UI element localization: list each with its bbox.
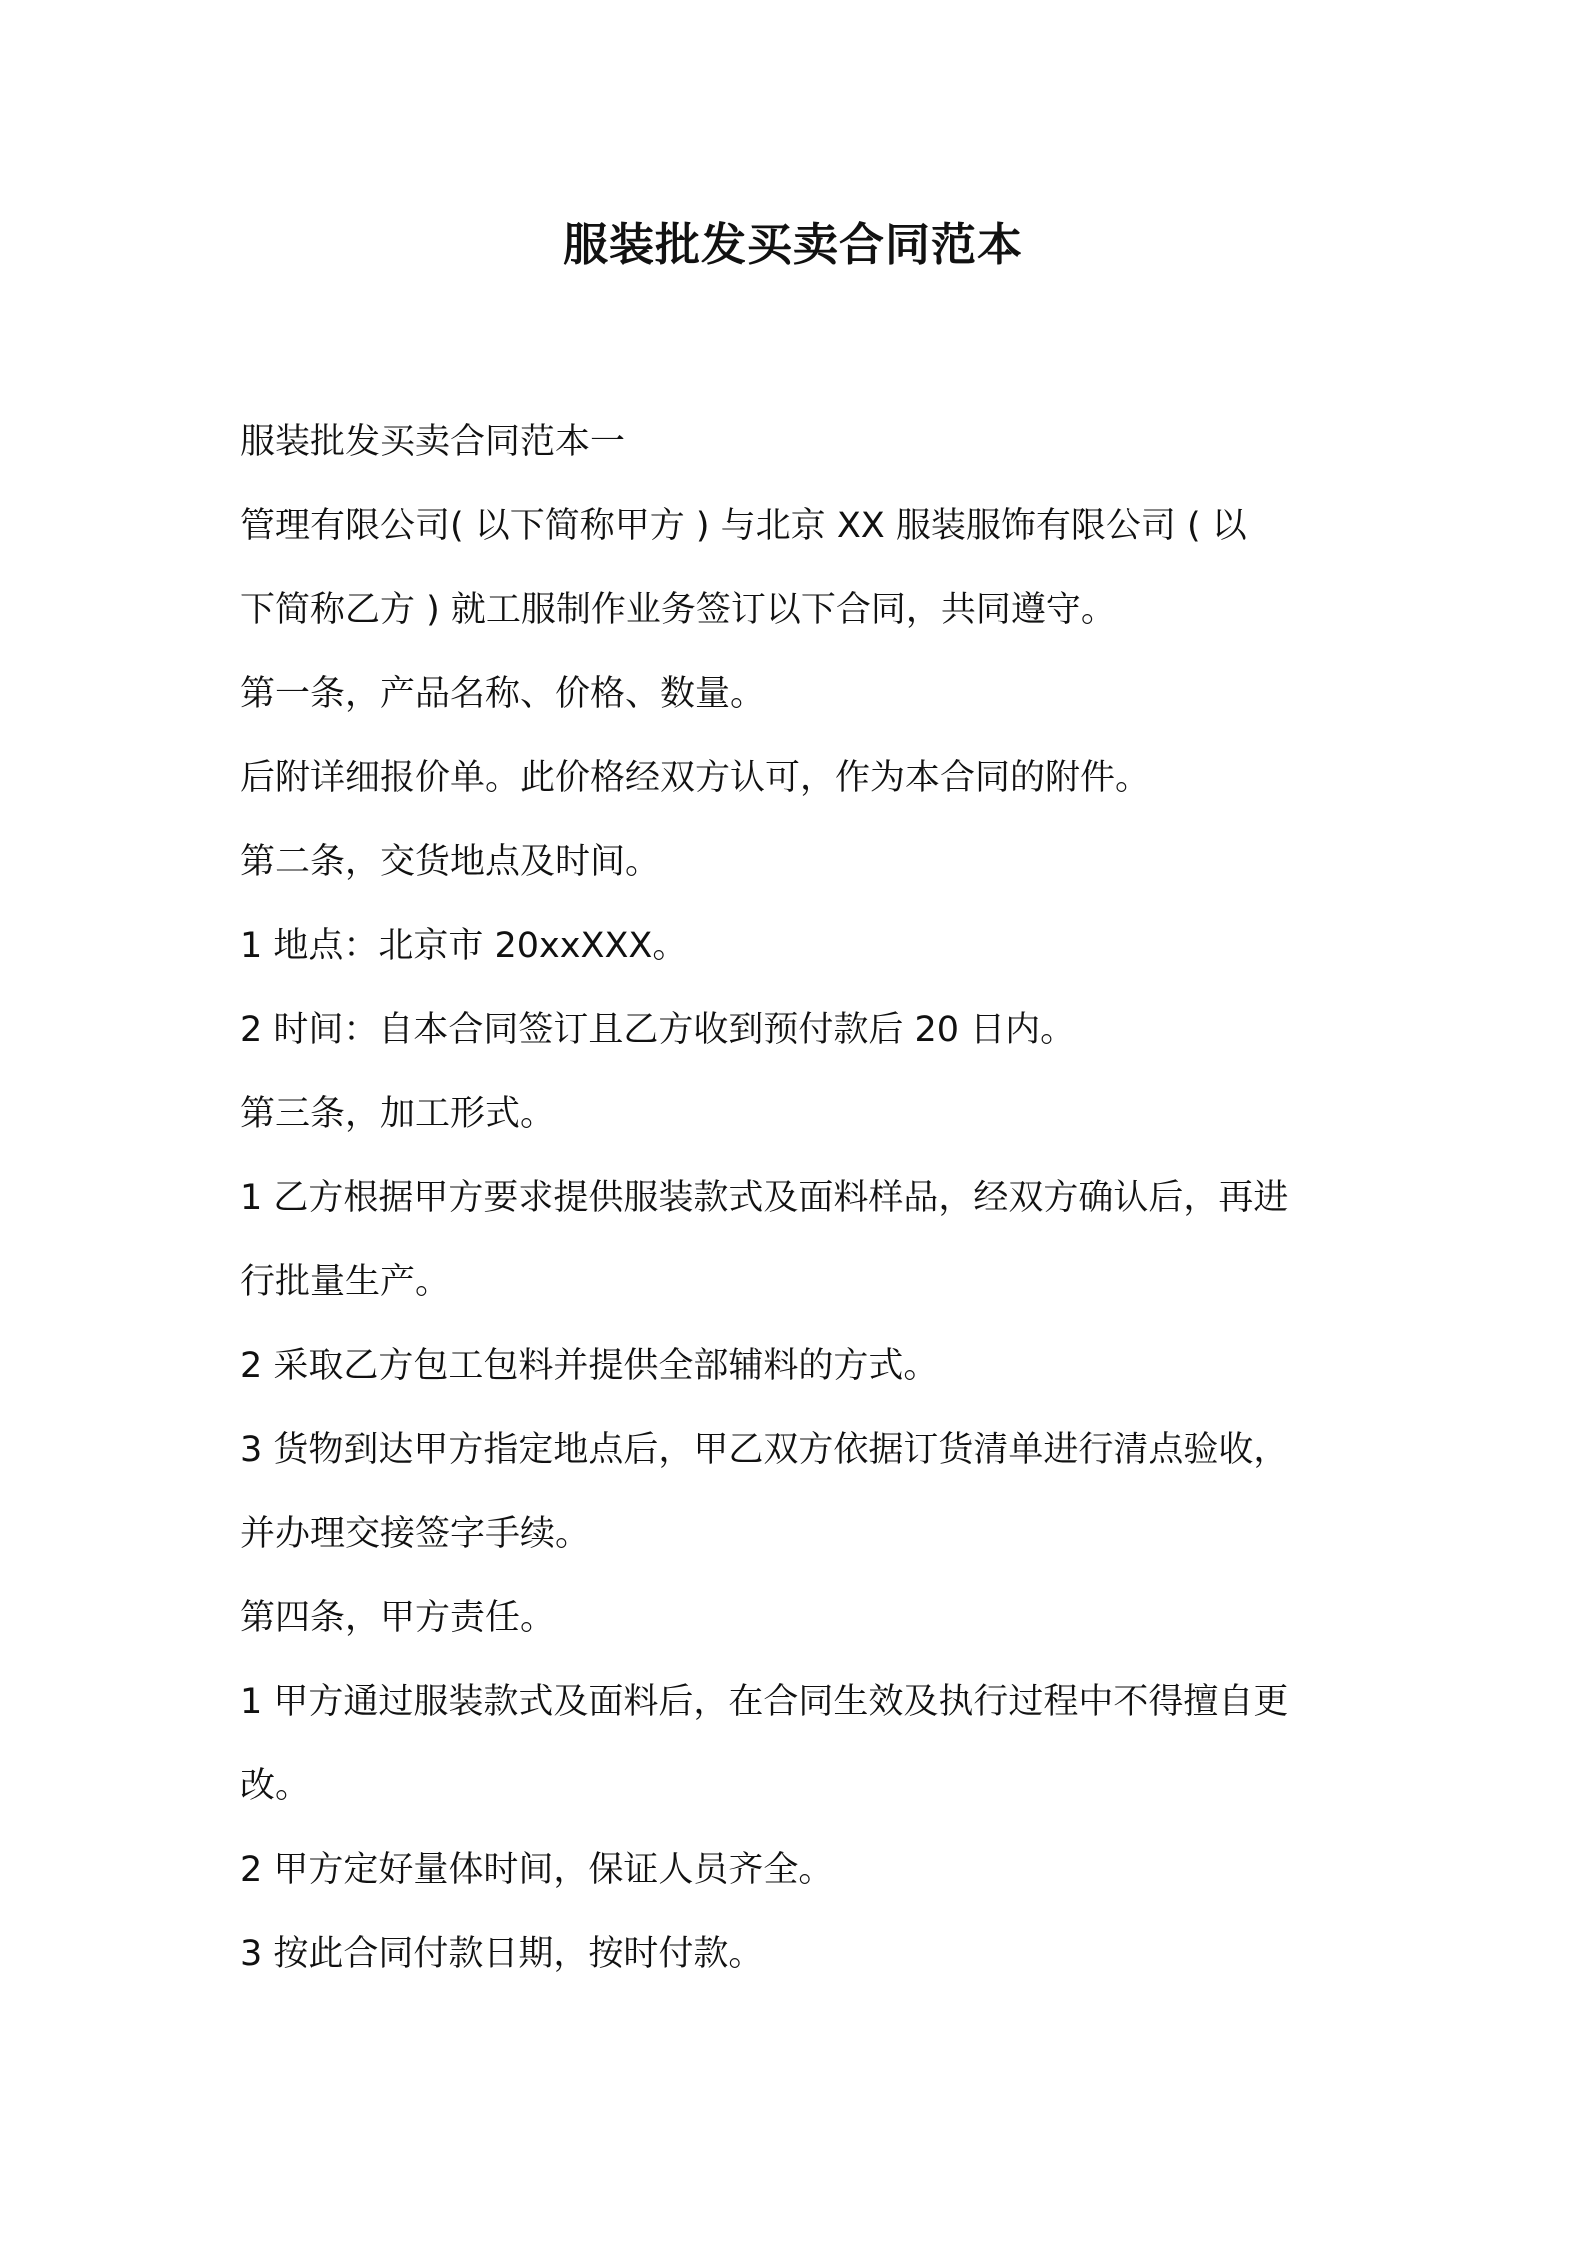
document-body	[240, 400, 1360, 1996]
paragraph-line: 行批量生产。	[240, 1262, 451, 1302]
contract-subtitle: 服装批发买卖合同范本一	[240, 422, 626, 462]
paragraph-line: 管理有限公司( 以下简称甲方 ) 与北京 XX 服装服饰有限公司 ( 以	[240, 506, 1247, 546]
paragraph-line: 改。	[240, 1766, 311, 1806]
list-item: 3 按此合同付款日期，按时付款。	[240, 1934, 764, 1974]
list-item: 2 时间：自本合同签订且乙方收到预付款后 20 日内。	[240, 1010, 1076, 1050]
list-item: 2 采取乙方包工包料并提供全部辅料的方式。	[240, 1346, 939, 1386]
list-item: 2 甲方定好量体时间，保证人员齐全。	[240, 1850, 834, 1890]
document-title: 服装批发买卖合同范本	[562, 218, 1023, 271]
list-item: 1 乙方根据甲方要求提供服装款式及面料样品，经双方确认后，再进	[240, 1178, 1289, 1218]
list-item: 1 地点：北京市 20xxXXX。	[240, 926, 688, 966]
paragraph-line: 下简称乙方 ) 就工服制作业务签订以下合同，共同遵守。	[240, 590, 1116, 630]
article-heading: 第四条，甲方责任。	[240, 1598, 556, 1638]
list-item: 3 货物到达甲方指定地点后，甲乙双方依据订货清单进行清点验收，	[240, 1430, 1289, 1470]
article-heading: 第一条，产品名称、价格、数量。	[240, 674, 766, 714]
paragraph-line: 并办理交接签字手续。	[240, 1514, 591, 1554]
paragraph-line: 后附详细报价单。此价格经双方认可，作为本合同的附件。	[240, 758, 1151, 798]
article-heading: 第三条，加工形式。	[240, 1094, 556, 1134]
article-heading: 第二条，交货地点及时间。	[240, 842, 661, 882]
list-item: 1 甲方通过服装款式及面料后，在合同生效及执行过程中不得擅自更	[240, 1682, 1289, 1722]
